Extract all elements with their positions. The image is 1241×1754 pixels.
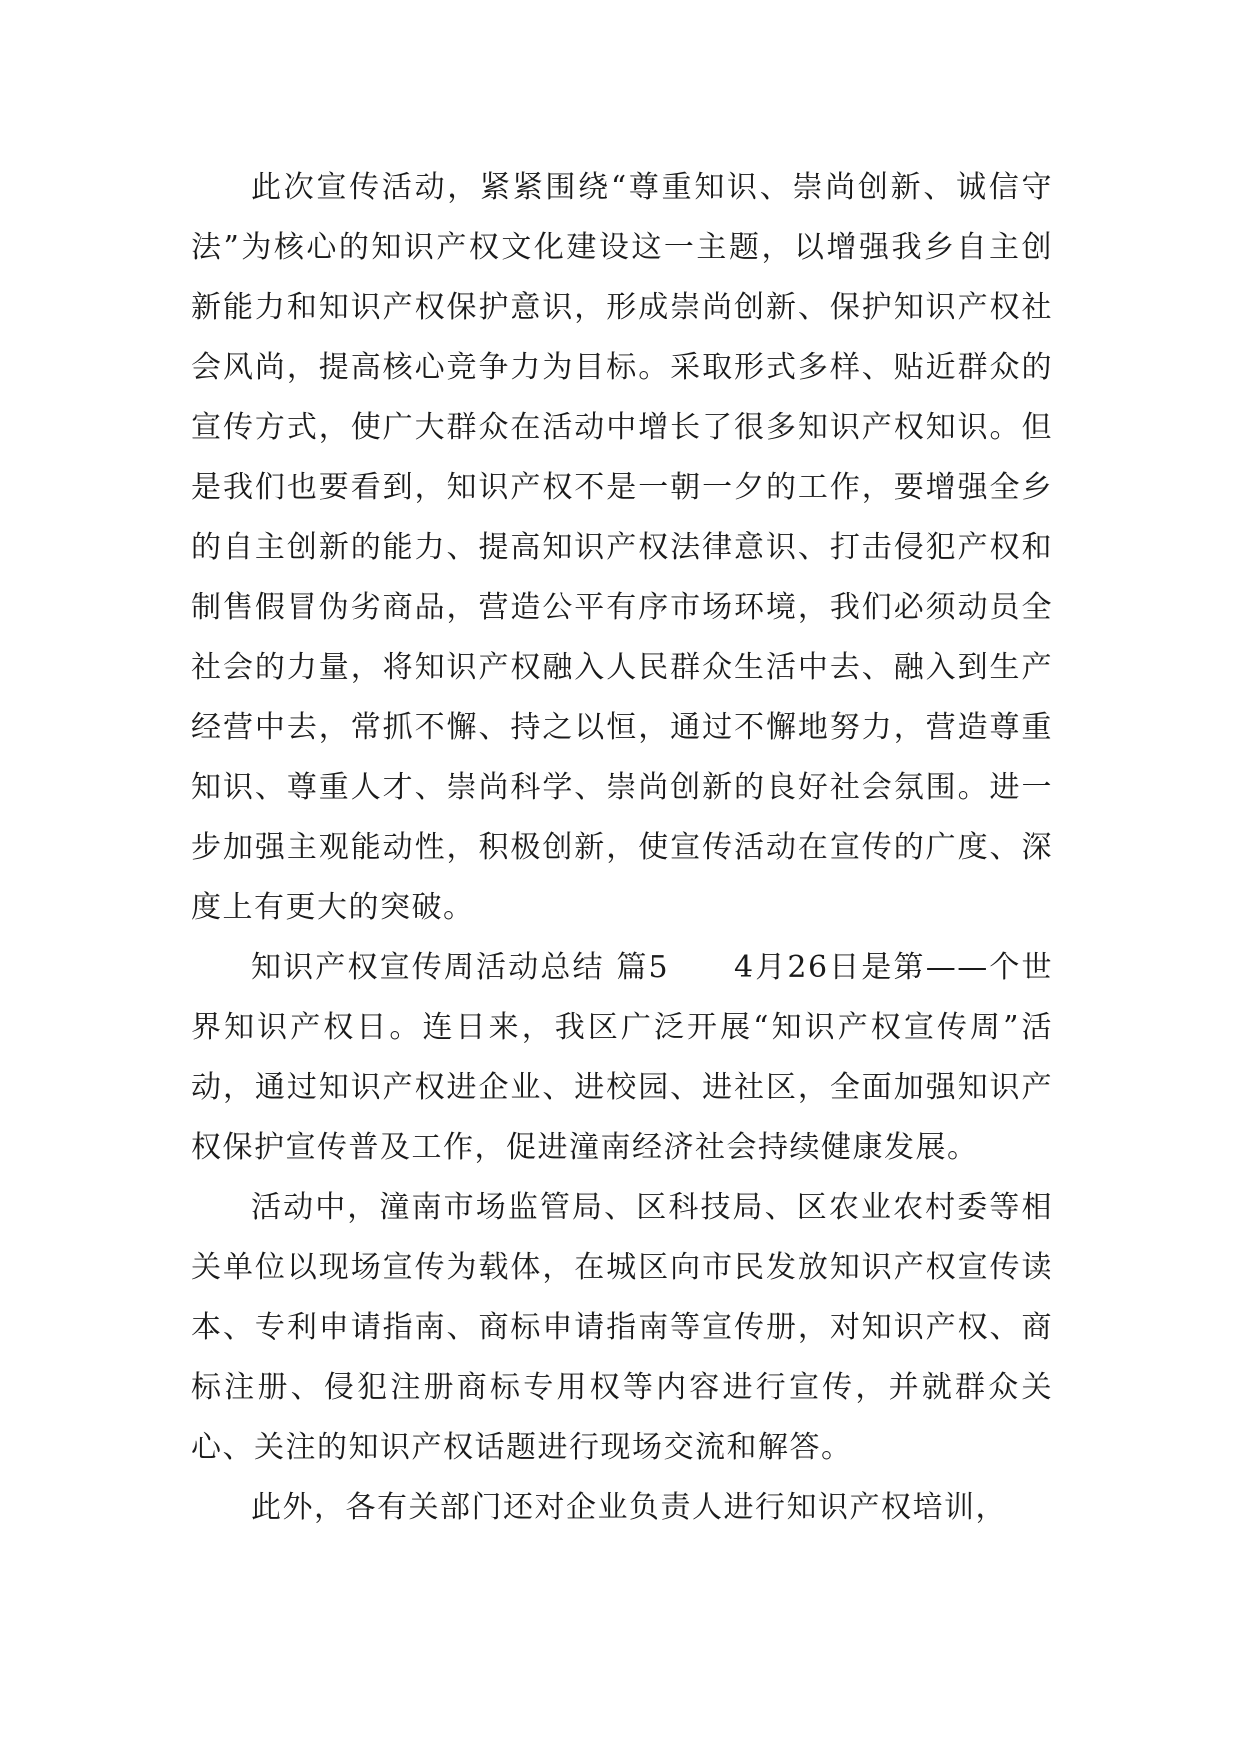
document-body [191,158,1053,1538]
paragraph-ip-week-intro: 知识产权宣传周活动总结 篇5 4月26日是第——个世界知识产权日。连日来，我区广泛开展“知识产权宣传周”活动，通过知识产权进企业、进校园、进社区，全面加强知识产权保护宣传普及工作，促进潼南经济社会持续健康发展。 [191,950,1053,1165]
paragraph-activity-details: 活动中，潼南市场监管局、区科技局、区农业农村委等相关单位以现场宣传为载体，在城区向市民发放知识产权宣传读本、专利申请指南、商标申请指南等宣传册，对知识产权、商标注册、侵犯注册商标专用权等内容进行宣传，并就群众关心、关注的知识产权话题进行现场交流和解答。 [191,1190,1053,1465]
paragraph-training: 此外，各有关部门还对企业负责人进行知识产权培训， [251,1490,1007,1525]
paragraph-campaign-summary: 此次宣传活动，紧紧围绕“尊重知识、崇尚创新、诚信守法”为核心的知识产权文化建设这一主题，以增强我乡自主创新能力和知识产权保护意识，形成崇尚创新、保护知识产权社会风尚，提高核心竞争力为目标。采取形式多样、贴近群众的宣传方式，使广大群众在活动中增长了很多知识产权知识。但是我们也要看到，知识产权不是一朝一夕的工作，要增强全乡的自主创新的能力、提高知识产权法律意识、打击侵犯产权和制售假冒伪劣商品，营造公平有序市场环境，我们必须动员全社会的力量，将知识产权融入人民群众生活中去、融入到生产经营中去，常抓不懈、持之以恒，通过不懈地努力，营造尊重知识、尊重人才、崇尚科学、崇尚创新的良好社会氛围。进一步加强主观能动性，积极创新，使宣传活动在宣传的广度、深度上有更大的突破。 [191,170,1053,925]
